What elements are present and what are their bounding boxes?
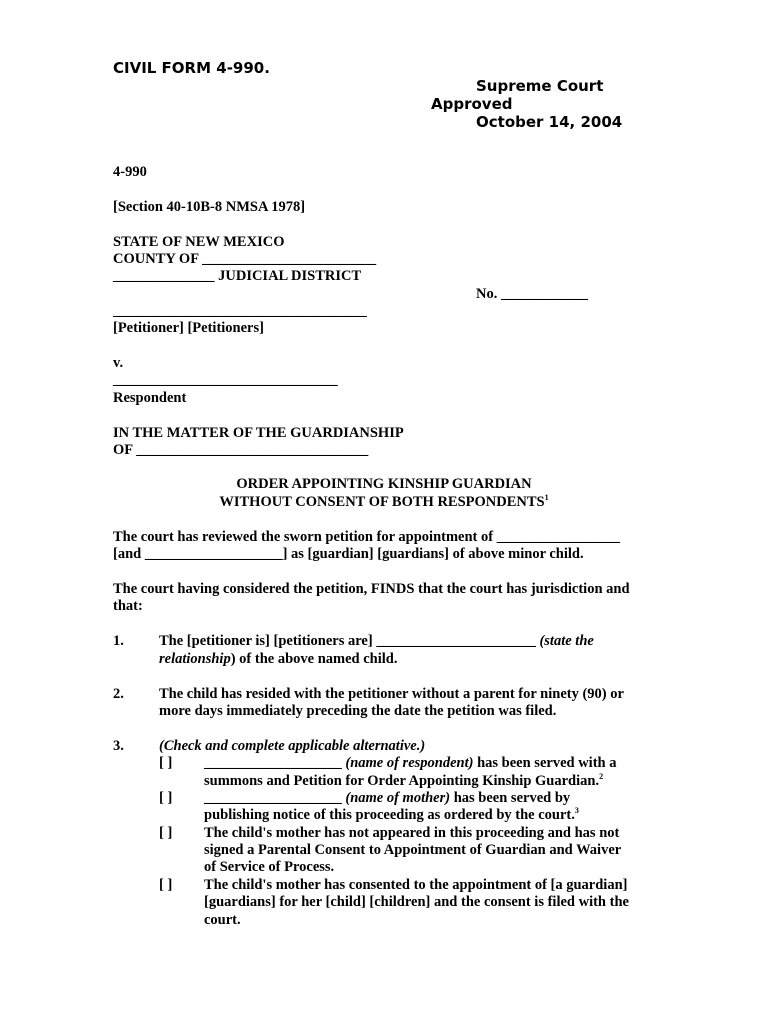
respondent-label: Respondent [113,390,187,406]
option-4-line-3: court. [204,912,241,928]
option-4-line-1: The child's mother has consented to the appointment of [a guardian] [204,877,628,893]
respondent-blank: _______________________________ [113,372,338,388]
judicial-district-line: ______________ JUDICIAL DISTRICT [113,268,362,284]
option-2-text-cont: publishing notice of this proceeding as ordered by the court. [204,807,575,823]
state-name: STATE OF NEW MEXICO [113,234,285,250]
option-1-checkbox[interactable]: [ ] [159,755,173,771]
item-1-hint-cont: relationship [159,651,231,667]
findings-line-2: that: [113,598,143,614]
option-2-checkbox[interactable]: [ ] [159,790,173,806]
item-1-hint: (state the [539,633,594,649]
option-2-text: has been served by [450,790,571,806]
court-line: Supreme Court [476,77,604,95]
option-3-line-1: The child's mother has not appeared in this proceeding and has not [204,825,620,841]
item-1-line-2 [159,651,397,669]
option-1-line-2 [204,773,603,791]
footnote-marker-3: 3 [574,806,579,816]
item-1-text-cont: ) of the above named child. [230,651,398,667]
approved-line: Approved [431,95,513,113]
item-2-number: 2. [113,686,124,702]
case-number-line: No. ____________ [476,286,588,302]
petitioner-label: [Petitioner] [Petitioners] [113,320,264,336]
option-3-line-2: signed a Parental Consent to Appointment of Guardian and Waiver [204,842,622,858]
order-title-line-2 [113,494,655,512]
option-3-line-3: of Service of Process. [204,859,335,875]
item-1-text: The [petitioner is] [petitioners are] ______________________ [159,633,540,649]
petitioner-blank: ___________________________________ [113,303,367,319]
county-line: COUNTY OF ________________________ [113,251,377,267]
versus-label: v. [113,355,124,371]
item-1-line-1 [159,633,594,651]
option-2-line-2 [204,807,579,825]
option-1-blank: ___________________ [204,755,346,771]
approval-date: October 14, 2004 [476,113,623,131]
option-4-line-2: [guardians] for her [child] [children] and the consent is filed with the [204,894,629,910]
footnote-marker-2: 2 [599,772,604,782]
item-2-line-2: more days immediately preceding the date the petition was filed. [159,703,557,719]
item-1-number: 1. [113,633,124,649]
option-2-blank: ___________________ [204,790,346,806]
matter-line-1: IN THE MATTER OF THE GUARDIANSHIP [113,425,404,441]
item-3-number: 3. [113,738,124,754]
option-4-checkbox[interactable]: [ ] [159,877,173,893]
option-1-text-cont: summons and Petition for Order Appointing Kinship Guardian. [204,773,600,789]
findings-line-1: The court having considered the petition, FINDS that the court has jurisdiction and [113,581,630,597]
matter-line-2: OF ________________________________ [113,442,369,458]
item-2-line-1: The child has resided with the petitioner without a parent for ninety (90) or [159,686,624,702]
order-title-text: WITHOUT CONSENT OF BOTH RESPONDENTS [219,494,545,510]
intro-line-2: [and ___________________] as [guardian] [guardians] of above minor child. [113,546,584,562]
option-1-line-1 [204,755,616,773]
item-3-instruction: (Check and complete applicable alternative.) [159,738,426,754]
footnote-marker: 1 [544,493,549,503]
option-2-line-1 [204,790,570,808]
option-1-hint: (name of respondent) [345,755,474,771]
intro-line-1: The court has reviewed the sworn petition for appointment of _________________ [113,529,620,545]
option-1-text: has been served with a [473,755,617,771]
order-title-line-1: ORDER APPOINTING KINSHIP GUARDIAN [236,476,532,492]
option-3-checkbox[interactable]: [ ] [159,825,173,841]
form-title: CIVIL FORM 4-990. [113,59,270,77]
option-2-hint: (name of mother) [345,790,451,806]
form-number: 4-990 [113,164,147,180]
statute-reference: [Section 40-10B-8 NMSA 1978] [113,199,306,215]
